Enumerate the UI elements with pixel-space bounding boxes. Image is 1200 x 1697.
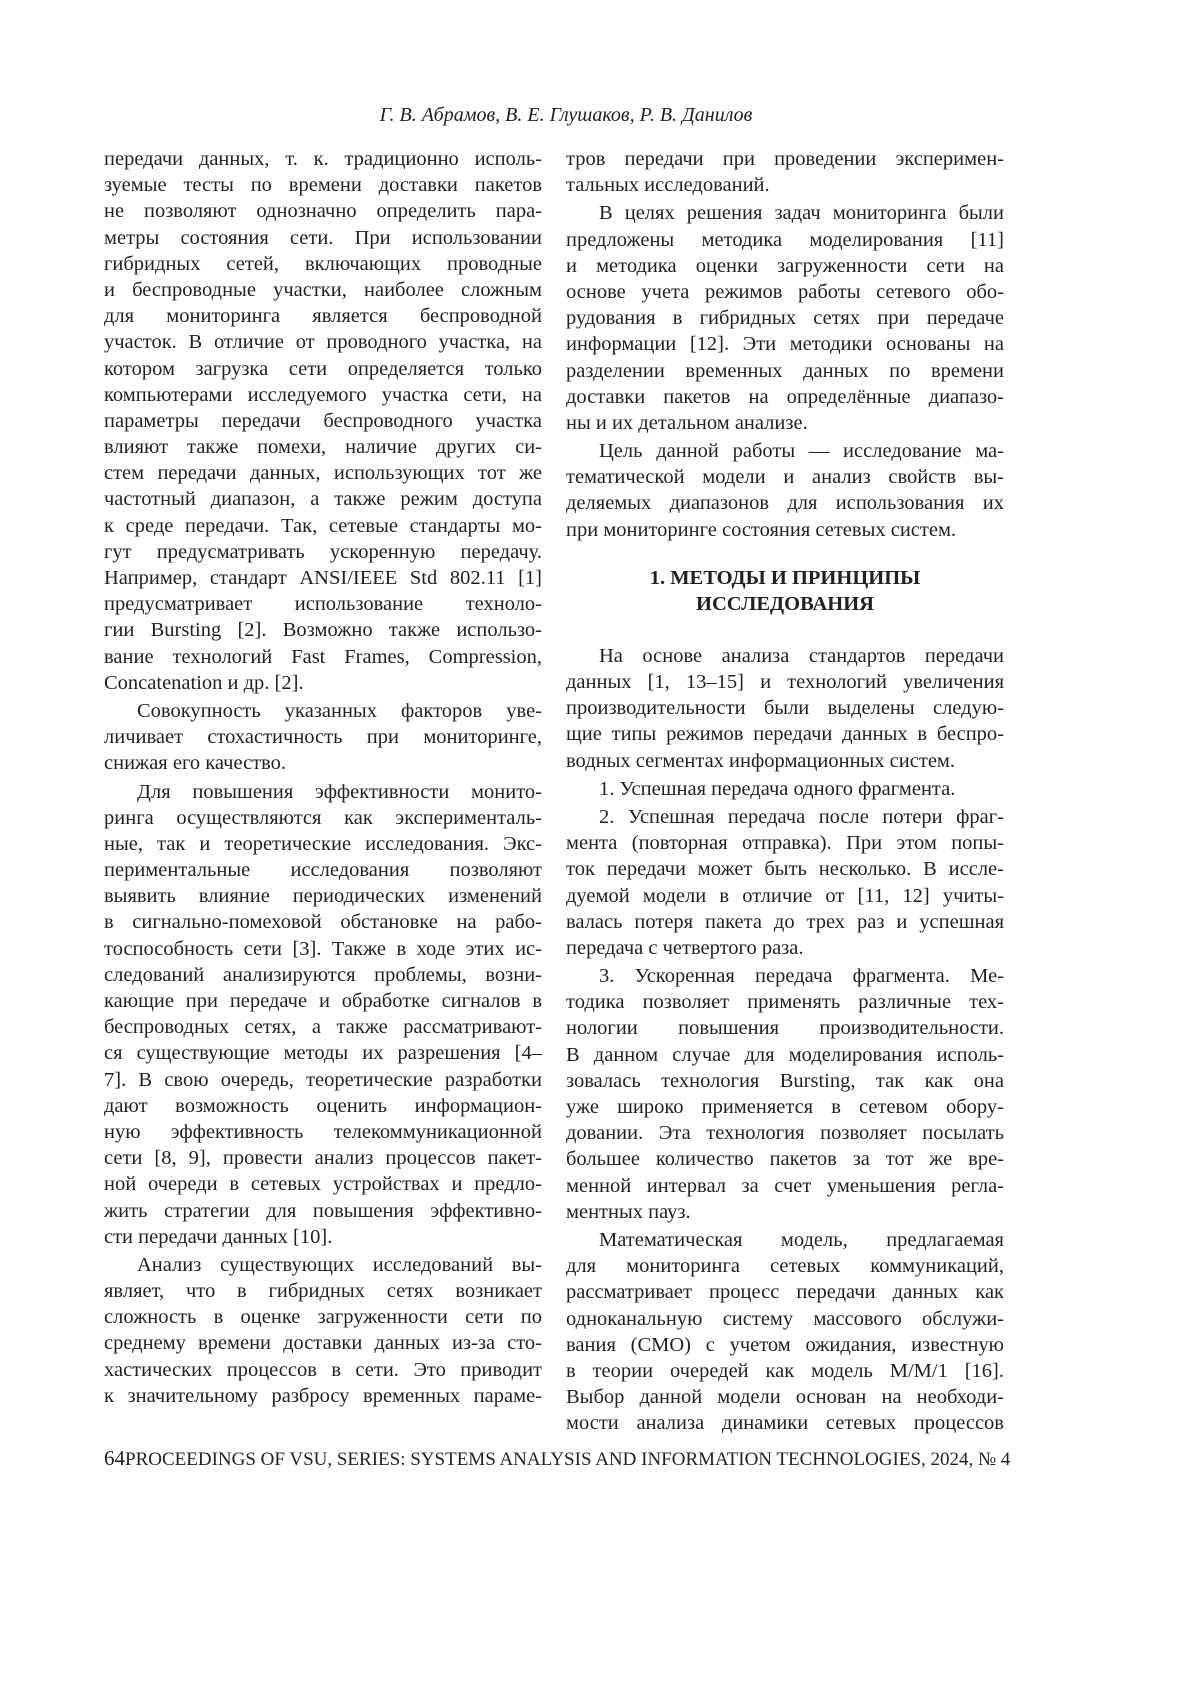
paragraph bbox=[104, 779, 542, 1250]
text-line: являет, что в гибридных сетях возникает bbox=[104, 1278, 542, 1304]
text-line: в теории очередей как модель M/M/1 [16]. bbox=[566, 1358, 1004, 1384]
text-line: зовалась технология Bursting, так как она bbox=[566, 1068, 1004, 1094]
right-column bbox=[566, 146, 1004, 1438]
text-line: Для повышения эффективности монито- bbox=[104, 779, 542, 805]
section-heading-line: 1. МЕТОДЫ И ПРИНЦИПЫ bbox=[566, 565, 1004, 591]
text-line: и беспроводные участки, наиболее сложным bbox=[104, 277, 542, 303]
text-line: данных [1, 13–15] и технологий увеличения bbox=[566, 669, 1004, 695]
text-line: Например, стандарт ANSI/IEEE Std 802.11 [1] bbox=[104, 565, 542, 591]
text-line: ток передачи может быть несколько. В иссле- bbox=[566, 856, 1004, 882]
text-line: влияют также помехи, наличие других си- bbox=[104, 434, 542, 460]
text-line: вания (СМО) с учетом ожидания, известную bbox=[566, 1332, 1004, 1358]
text-line: к среде передачи. Так, сетевые стандарты мо- bbox=[104, 513, 542, 539]
text-line: при мониторинге состояния сетевых систем. bbox=[566, 517, 1004, 543]
text-line: ную эффективность телекоммуникационной bbox=[104, 1119, 542, 1145]
text-line: одноканальную систему массового обслужи- bbox=[566, 1306, 1004, 1332]
text-line: тодика позволяет применять различные тех- bbox=[566, 989, 1004, 1015]
text-line: гии Bursting [2]. Возможно также использо- bbox=[104, 617, 542, 643]
right-column-bottom bbox=[566, 643, 1004, 1437]
text-line: тальных исследований. bbox=[566, 172, 1004, 198]
text-line: Совокупность указанных факторов уве- bbox=[104, 698, 542, 724]
text-line: Concatenation и др. [2]. bbox=[104, 670, 542, 696]
text-line: доставки пакетов на определённые диапазо- bbox=[566, 384, 1004, 410]
text-line: ментных пауз. bbox=[566, 1199, 1004, 1225]
text-line: предложены методика моделирования [11] bbox=[566, 227, 1004, 253]
text-line: водных сегментах информационных систем. bbox=[566, 748, 1004, 774]
text-line: к значительному разбросу временных параме- bbox=[104, 1383, 542, 1409]
paragraph bbox=[566, 804, 1004, 961]
text-line: тоспособность сети [3]. Также в ходе этих ис- bbox=[104, 936, 542, 962]
text-line: котором загрузка сети определяется только bbox=[104, 356, 542, 382]
text-line: Анализ существующих исследований вы- bbox=[104, 1252, 542, 1278]
text-line: производительности были выделены следую- bbox=[566, 695, 1004, 721]
text-line: 7]. В свою очередь, теоретические разработки bbox=[104, 1067, 542, 1093]
text-line: довании. Эта технология позволяет посылать bbox=[566, 1120, 1004, 1146]
text-line: беспроводных сетях, а также рассматривают- bbox=[104, 1014, 542, 1040]
text-line: хастических процессов в сети. Это приводит bbox=[104, 1357, 542, 1383]
paragraph bbox=[566, 1227, 1004, 1437]
text-line: ные, так и теоретические исследования. Экс- bbox=[104, 831, 542, 857]
text-line: и методика оценки загруженности сети на bbox=[566, 253, 1004, 279]
text-line: выявить влияние периодических изменений bbox=[104, 883, 542, 909]
journal-title: PROCEEDINGS OF VSU, SERIES: SYSTEMS ANALYSIS AND INFORMATION TECHNOLOGIES, 2024, № 4 bbox=[125, 1449, 1010, 1471]
text-line: личивает стохастичность при мониторинге, bbox=[104, 724, 542, 750]
page-number: 64 bbox=[104, 1446, 125, 1471]
running-head-authors: Г. В. Абрамов, В. Е. Глушаков, Р. В. Данилов bbox=[0, 104, 1132, 127]
text-line: кающие при передаче и обработке сигналов в bbox=[104, 988, 542, 1014]
text-line: компьютерами исследуемого участка сети, на bbox=[104, 382, 542, 408]
paragraph bbox=[566, 438, 1004, 543]
text-line: ринга осуществляются как эксперименталь- bbox=[104, 805, 542, 831]
right-column-top bbox=[566, 146, 1004, 543]
text-line: 1. Успешная передача одного фрагмента. bbox=[566, 776, 1004, 802]
text-line: информации [12]. Эти методики основаны на bbox=[566, 331, 1004, 357]
text-line: сложность в оценке загруженности сети по bbox=[104, 1304, 542, 1330]
text-line: зуемые тесты по времени доставки пакетов bbox=[104, 172, 542, 198]
text-line: не позволяют однозначно определить пара- bbox=[104, 198, 542, 224]
text-line: для мониторинга сетевых коммуникаций, bbox=[566, 1253, 1004, 1279]
text-line: менной интервал за счет уменьшения регла- bbox=[566, 1173, 1004, 1199]
text-line: ся существующие методы их разрешения [4– bbox=[104, 1040, 542, 1066]
text-line: 3. Ускоренная передача фрагмента. Ме- bbox=[566, 963, 1004, 989]
paragraph bbox=[104, 1252, 542, 1409]
text-line: среднему времени доставки данных из-за сто- bbox=[104, 1330, 542, 1356]
text-line: В целях решения задач мониторинга были bbox=[566, 200, 1004, 226]
paragraph bbox=[566, 776, 1004, 802]
text-line: передача с четвертого раза. bbox=[566, 935, 1004, 961]
text-line: метры состояния сети. При использовании bbox=[104, 225, 542, 251]
text-line: Выбор данной модели основан на необходи- bbox=[566, 1384, 1004, 1410]
text-line: сети [8, 9], провести анализ процессов пакет- bbox=[104, 1145, 542, 1171]
text-line: передачи данных, т. к. традиционно исполь- bbox=[104, 146, 542, 172]
text-line: для мониторинга является беспроводной bbox=[104, 303, 542, 329]
text-line: рудования в гибридных сетях при передаче bbox=[566, 305, 1004, 331]
text-line: частотный диапазон, а также режим доступа bbox=[104, 486, 542, 512]
text-line: основе учета режимов работы сетевого обо- bbox=[566, 279, 1004, 305]
text-line: участок. В отличие от проводного участка, на bbox=[104, 329, 542, 355]
text-line: В данном случае для моделирования исполь- bbox=[566, 1042, 1004, 1068]
page-footer bbox=[104, 1446, 1003, 1471]
text-line: мости анализа динамики сетевых процессов bbox=[566, 1410, 1004, 1436]
text-line: мента (повторная отправка). При этом попы- bbox=[566, 830, 1004, 856]
text-line: вание технологий Fast Frames, Compression, bbox=[104, 644, 542, 670]
text-line: снижая его качество. bbox=[104, 750, 542, 776]
text-line: гибридных сетей, включающих проводные bbox=[104, 251, 542, 277]
text-line: периментальные исследования позволяют bbox=[104, 857, 542, 883]
text-line: 2. Успешная передача после потери фраг- bbox=[566, 804, 1004, 830]
text-line: предусматривает использование техноло- bbox=[104, 591, 542, 617]
text-line: уже широко применяется в сетевом обору- bbox=[566, 1094, 1004, 1120]
text-line: сти передачи данных [10]. bbox=[104, 1224, 542, 1250]
text-line: На основе анализа стандартов передачи bbox=[566, 643, 1004, 669]
text-line: валась потеря пакета до трех раз и успешная bbox=[566, 909, 1004, 935]
text-line: рассматривает процесс передачи данных как bbox=[566, 1279, 1004, 1305]
section-heading bbox=[566, 565, 1004, 617]
text-line: ной очереди в сетевых устройствах и предло- bbox=[104, 1171, 542, 1197]
section-heading-line: ИССЛЕДОВАНИЯ bbox=[566, 591, 1004, 617]
text-line: большее количество пакетов за тот же вре- bbox=[566, 1146, 1004, 1172]
text-line: жить стратегии для повышения эффективно- bbox=[104, 1198, 542, 1224]
text-line: стем передачи данных, использующих тот же bbox=[104, 460, 542, 486]
text-line: дуемой модели в отличие от [11, 12] учиты- bbox=[566, 883, 1004, 909]
text-line: деляемых диапазонов для использования их bbox=[566, 490, 1004, 516]
paragraph bbox=[566, 963, 1004, 1225]
text-line: щие типы режимов передачи данных в беспро- bbox=[566, 721, 1004, 747]
text-line: разделении временных данных по времени bbox=[566, 358, 1004, 384]
text-line: Цель данной работы — исследование ма- bbox=[566, 438, 1004, 464]
text-line: следований анализируются проблемы, возни- bbox=[104, 962, 542, 988]
text-line: параметры передачи беспроводного участка bbox=[104, 408, 542, 434]
text-line: в сигнально-помеховой обстановке на рабо- bbox=[104, 909, 542, 935]
paragraph bbox=[566, 643, 1004, 774]
text-line: тематической модели и анализ свойств вы- bbox=[566, 464, 1004, 490]
text-line: дают возможность оценить информацион- bbox=[104, 1093, 542, 1119]
text-line: нологии повышения производительности. bbox=[566, 1015, 1004, 1041]
text-line: ны и их детальном анализе. bbox=[566, 410, 1004, 436]
paragraph bbox=[566, 146, 1004, 198]
paragraph bbox=[566, 200, 1004, 436]
text-line: тров передачи при проведении эксперимен- bbox=[566, 146, 1004, 172]
left-column bbox=[104, 146, 542, 1411]
text-line: Математическая модель, предлагаемая bbox=[566, 1227, 1004, 1253]
paragraph bbox=[104, 698, 542, 777]
text-line: гут предусматривать ускоренную передачу. bbox=[104, 539, 542, 565]
paragraph bbox=[104, 146, 542, 696]
